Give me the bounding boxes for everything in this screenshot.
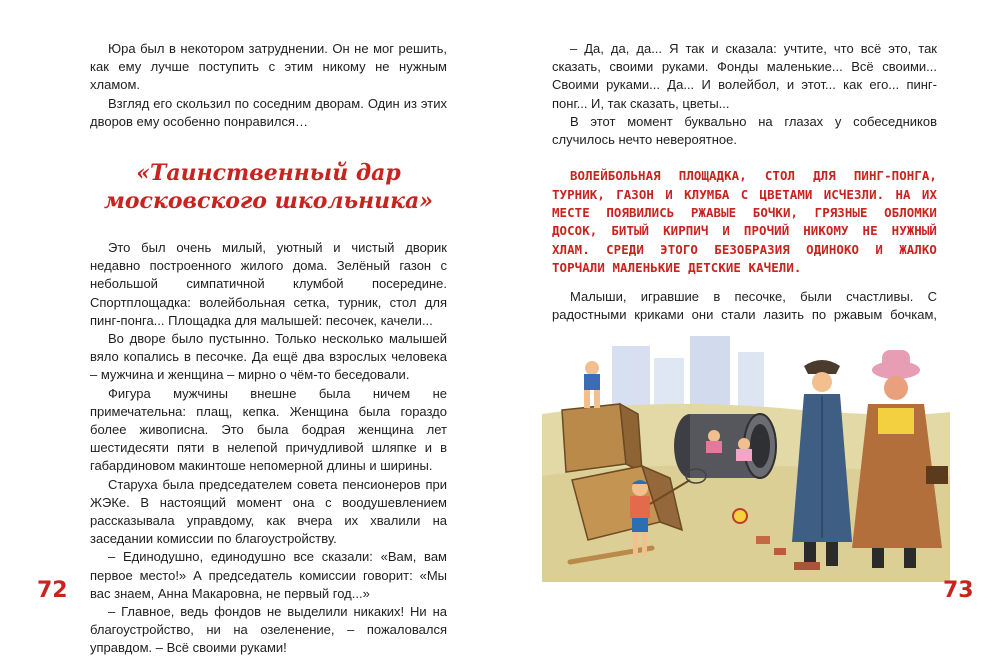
heading-line-2: московского школьника»: [103, 188, 434, 215]
body-paragraph: Это был очень милый, уютный и чистый дворик недавно построенного жилого дома. Зелёный газон с небольшой симпатичной клумбой посередине. Спортплощадка: волейбольная сетка, турник, стол для пинг-понга... Площадка для малышей: песочек, качели...: [90, 240, 447, 328]
body-paragraph: Фигура мужчины внешне была ничем не примечательна: плащ, кепка. Женщина была гораздо более живописна. Это была бодрая женщина лет шестидесяти пяти в нелепой причудливой шляпке и в габардиновом макинтоше непомерной длины и ширины.: [90, 385, 447, 474]
section-heading: [90, 159, 447, 215]
page-number-left: 72: [37, 578, 68, 603]
highlighted-caps-paragraph: ВОЛЕЙБОЛЬНАЯ ПЛОЩАДКА, СТОЛ ДЛЯ ПИНГ-ПОНГА, ТУРНИК, ГАЗОН И КЛУМБА С ЦВЕТАМИ ИСЧЕЗЛИ. НА ИХ МЕСТЕ ПОЯВИЛИСЬ РЖАВЫЕ БОЧКИ, ГРЯЗНЫЕ ОБЛОМКИ ДОСОК, БИТЫЙ КИРПИЧ И ПРОЧИЙ НИКОМУ НЕ НУЖНЫЙ ХЛАМ. СРЕДИ ЭТОГО БЕЗОБРАЗИЯ ОДИНОКО И ЖАЛКО ТОРЧАЛИ МАЛЕНЬКИЕ ДЕТСКИЕ КАЧЕЛИ.: [552, 168, 937, 276]
intro-paragraph-2: Взгляд его скользил по соседним дворам. Один из этих дворов ему особенно понравился…: [90, 95, 447, 129]
dialogue-paragraph: – Да, да, да... Я так и сказала: учтите, что всё это, так сказать, своими руками. Фонды маленькие... Всё своими... Своими руками... Да... И волейбол, и этот... как его... пинг-понг... И, так сказать, цветы...: [552, 41, 937, 111]
body-paragraph: Малыши, игравшие в песочке, были счастливы. С радостными криками они стали лазить по ржавым бочкам,: [552, 288, 937, 322]
right-text-column: [552, 40, 937, 342]
rusty-barrel-icon: [674, 414, 776, 478]
intro-paragraph-1: Юра был в некотором затруднении. Он не мог решить, как ему лучше поступить с этим никому не нужным хламом.: [90, 41, 447, 93]
heading-line-1: «Таинственный дар: [136, 160, 401, 187]
dialogue-paragraph: – Единодушно, единодушно все сказали: «Вам, вам первое место!» А председатель комиссии говорит: «Мы вас знаем, Анна Макаровна, не первый год...»: [90, 549, 447, 601]
page-number-right: 73: [943, 578, 974, 603]
ball-icon: [733, 509, 747, 523]
body-paragraph: Во дворе было пустынно. Только несколько малышей вяло копались в песочке. Да ещё два взрослых человека – мужчина и женщина – мирно о чём-то беседовали.: [90, 331, 447, 383]
courtyard-illustration: [542, 326, 950, 582]
left-text-column: [90, 40, 447, 658]
dialogue-paragraph: – Главное, ведь фондов не выделили никаких! Ни на благоустройство, ни на озеленение, – пожаловался управдом. – Всё своими руками!: [90, 604, 447, 656]
body-paragraph: В этот момент буквально на глазах у собеседников случилось нечто невероятное.: [552, 113, 937, 148]
left-page: [0, 0, 500, 656]
right-page: [500, 0, 1000, 640]
body-paragraph: Старуха была председателем совета пенсионеров при ЖЭКе. В настоящий момент она с воодушевлением рассказывала управдому, как вчера их хвалили на заседании комиссии по благоустройству.: [90, 476, 447, 547]
